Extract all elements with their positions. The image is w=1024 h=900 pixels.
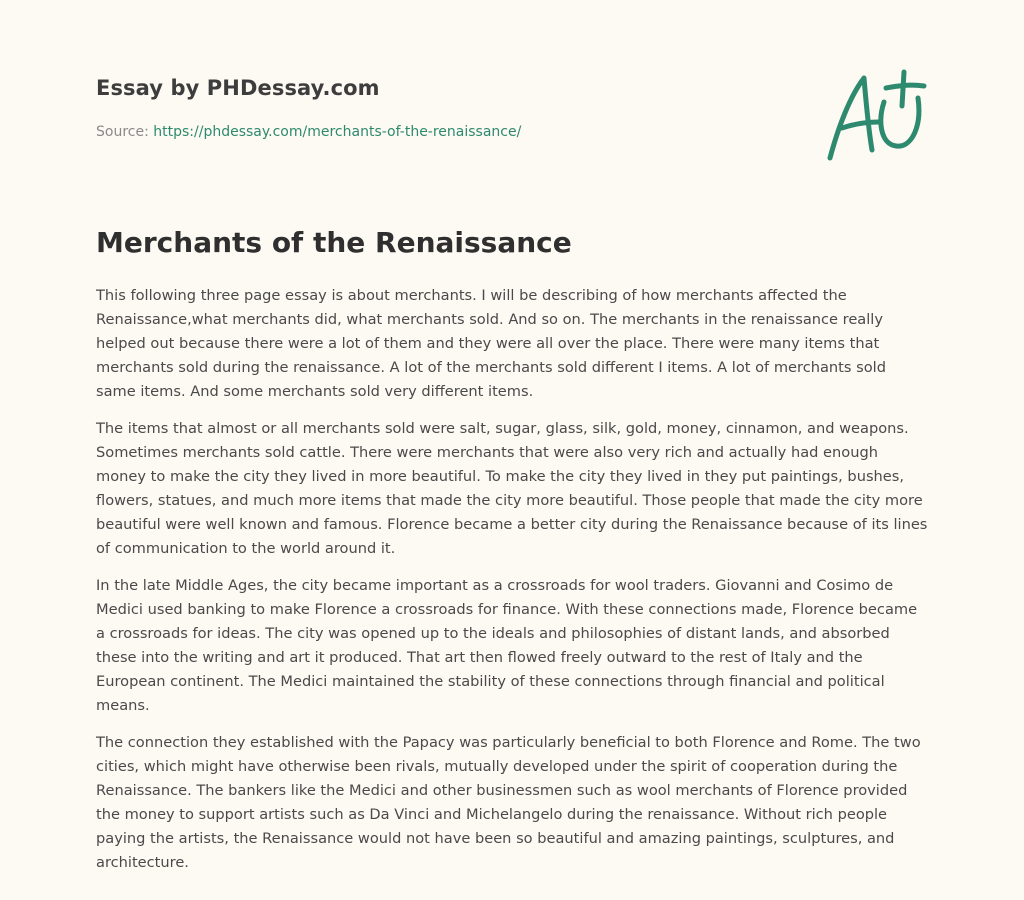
essay-body — [96, 284, 928, 888]
source-line — [96, 124, 521, 140]
a-plus-grade-icon — [820, 66, 930, 166]
essay-paragraph: The connection they established with the Papacy was particularly beneficial to both Florence and Rome. The two cities, which might have otherwise been rivals, mutually developed under the spirit of cooperation during the Renaissance. The bankers like the Medici and other businessmen such as wool merchants of Florence provided the money to support artists such as Da Vinci and Michelangelo during the renaissance. Without rich people paying the artists, the Renaissance would not have been so beautiful and amazing paintings, sculptures, and architecture. — [96, 734, 921, 871]
site-brand: Essay by PHDessay.com — [96, 76, 380, 100]
source-label: Source: — [96, 124, 149, 140]
essay-title: Merchants of the Renaissance — [96, 226, 572, 259]
essay-paragraph: In the late Middle Ages, the city became important as a crossroads for wool traders. Giovanni and Cosimo de Medici used banking to make Florence a crossroads for finance. With these connections made, Florence became a crossroads for ideas. The city was opened up to the ideals and philosophies of distant lands, and absorbed these into the writing and art it produced. That art then flowed freely outward to the rest of Italy and the European continent. The Medici maintained the stability of these connections through financial and political means. — [96, 577, 918, 714]
source-link[interactable]: https://phdessay.com/merchants-of-the-renaissance/ — [153, 124, 522, 140]
essay-paragraph: The items that almost or all merchants sold were salt, sugar, glass, silk, gold, money, cinnamon, and weapons. Sometimes merchants sold cattle. There were merchants that were also very rich and actually had enough money to make the city they lived in more beautiful. To make the city they lived in they put paintings, bushes, flowers, statues, and much more items that made the city more beautiful. Those people that made the city more beautiful were well known and famous. Florence became a better city during the Renaissance because of its lines of communication to the world around it. — [96, 420, 928, 557]
essay-paragraph: This following three page essay is about merchants. I will be describing of how merchants affected the Renaissance,what merchants did, what merchants sold. And so on. The merchants in the renaissance really helped out because there were a lot of them and they were all over the place. There were many items that merchants sold during the renaissance. A lot of the merchants sold different I items. A lot of merchants sold same items. And some merchants sold very different items. — [96, 287, 886, 400]
